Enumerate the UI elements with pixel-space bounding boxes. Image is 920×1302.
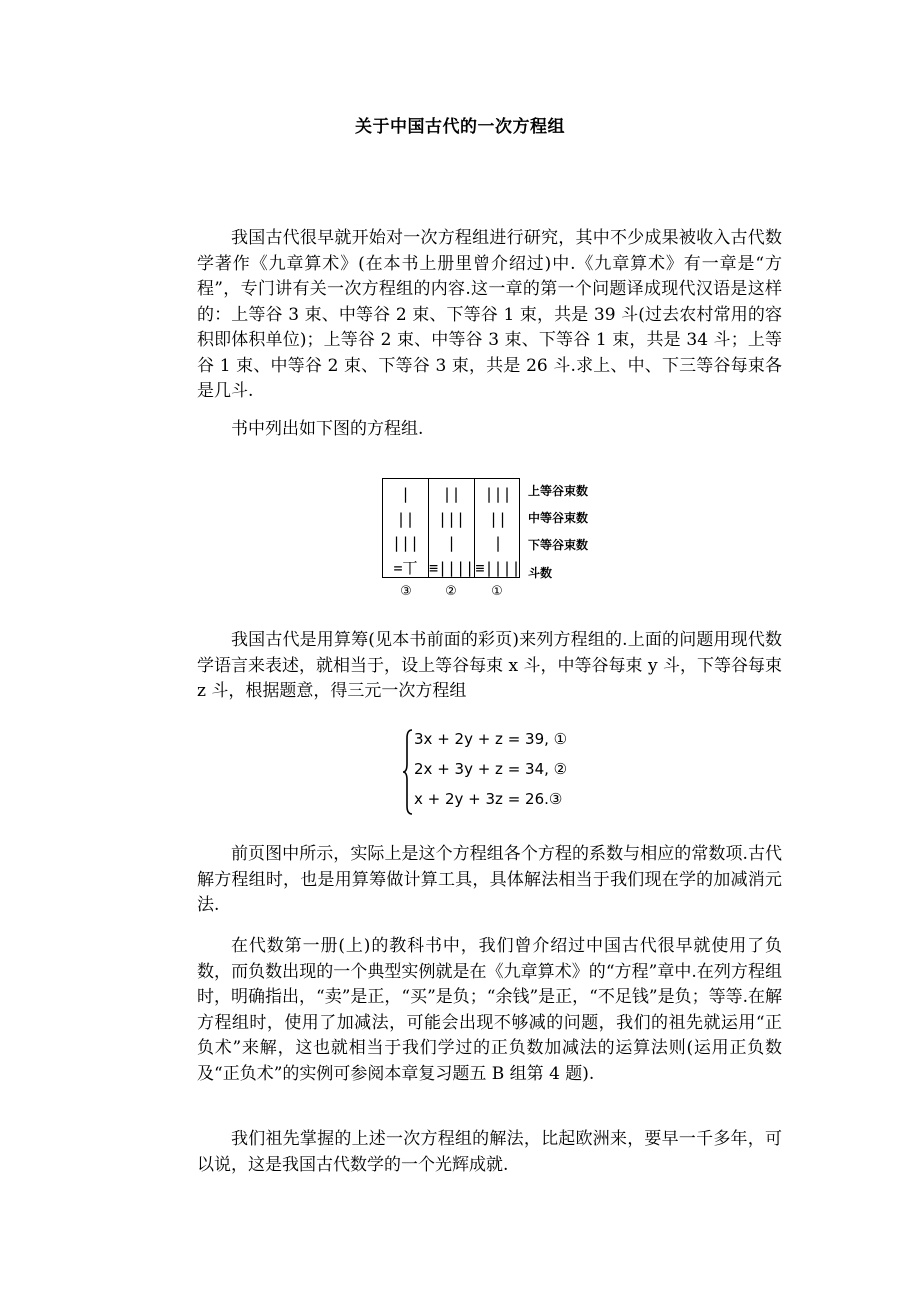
paragraph-modern-form: 我国古代是用算筹(见本书前面的彩页)来列方程组的.上面的问题用现代数学语言来表述，就相当于，设上等谷每束 x 斗，中等谷每束 y 斗，下等谷每束 z 斗，根据题意，得三元一次方程组 <box>197 630 782 701</box>
paragraph-intro: 我国古代很早就开始对一次方程组进行研究，其中不少成果被收入古代数学著作《九章算术》(在本书上册里曾介绍过)中.《九章算术》有一章是“方程”，专门讲有关一次方程组的内容.这一章的第一个问题译成现代汉语是这样的：上等谷 3 束、中等谷 2 束、下等谷 1 束，共是 39 斗(过去农村常用的容积即体积单位)；上等谷 2 束、中等谷 3 束、下等谷 1 束，共是 34 斗；上等谷 1 束、中等谷 2 束、下等谷 3 束，共是 26 斗.求上、中、下三等谷每束各是几斗. <box>197 228 782 401</box>
paragraph-coefficients: 前页图中所示，实际上是这个方程组各个方程的系数与相应的常数项.古代解方程组时，也是用算筹做计算工具，具体解法相当于我们现在学的加减消元法. <box>197 844 782 915</box>
rod-cell: ||| <box>391 534 420 552</box>
left-brace-icon <box>402 728 414 816</box>
column-mark-2: ② <box>445 584 457 599</box>
page-title: 关于中国古代的一次方程组 <box>355 117 565 137</box>
paragraph-negative-numbers: 在代数第一册(上)的教科书中，我们曾介绍过中国古代很早就使用了负数，而负数出现的一个典型实例就是在《九章算术》的“方程”章中.在列方程组时，明确指出，“卖”是正，“买”是负；“余钱”是正，“不足钱”是负；等等.在解方程组时，使用了加减法，可能会出现不够减的问题，我们的祖先就运用“正负术”来解，这也就相当于我们学过的正负数加减法的运算法则(运用正负数及“正负术”的实例可参阅本章复习题五 B 组第 4 题). <box>197 936 782 1084</box>
rod-cell: || <box>488 510 508 528</box>
rod-column-1 <box>475 479 521 577</box>
row-label-lower: 下等谷束数 <box>528 538 589 552</box>
rod-cell: | <box>493 534 503 552</box>
rod-cell: ≡|||| <box>475 559 521 577</box>
equation-3: x + 2y + 3z = 26.③ <box>414 790 563 808</box>
rod-cell: || <box>396 510 415 528</box>
row-label-dou: 斗数 <box>528 566 553 580</box>
equation-2: 2x + 3y + z = 34, ② <box>414 760 568 778</box>
rod-cell: =丅 <box>393 559 418 577</box>
rod-column-2 <box>429 479 475 577</box>
column-mark-1: ① <box>491 584 503 599</box>
rod-cell: ||| <box>437 510 466 528</box>
rod-cell: ≡|||| <box>429 559 475 577</box>
rod-cell: | <box>446 534 457 552</box>
rod-cell: ||| <box>484 485 512 503</box>
row-label-middle: 中等谷束数 <box>528 511 589 525</box>
rod-table <box>382 478 520 578</box>
equation-1: 3x + 2y + z = 39, ① <box>414 730 568 748</box>
column-mark-3: ③ <box>400 584 412 599</box>
rod-cell: || <box>442 485 461 503</box>
paragraph-conclusion: 我们祖先掌握的上述一次方程组的解法，比起欧洲来，要早一千多年，可以说，这是我国古代数学的一个光辉成就. <box>197 1129 782 1175</box>
equation-system <box>402 728 602 816</box>
rod-column-3 <box>383 479 429 577</box>
rod-cell: | <box>400 485 411 503</box>
paragraph-figure-intro: 书中列出如下图的方程组. <box>231 419 424 439</box>
row-label-upper: 上等谷束数 <box>528 484 589 498</box>
